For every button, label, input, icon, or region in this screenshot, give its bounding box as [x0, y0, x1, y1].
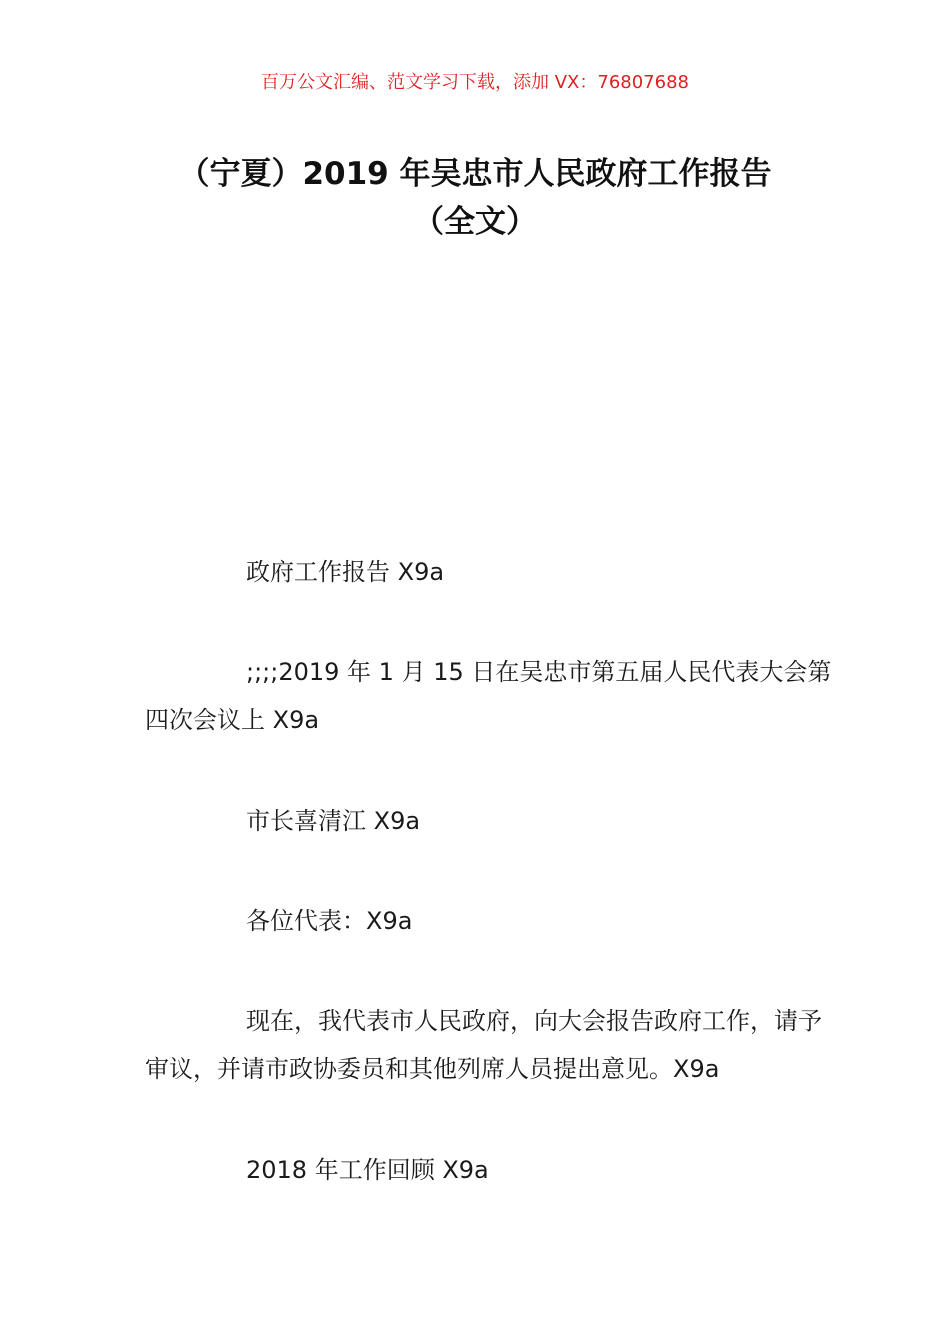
title-line-1: （宁夏）2019 年吴忠市人民政府工作报告: [178, 156, 772, 192]
document-title: [100, 150, 850, 246]
paragraph-mayor: 市长喜清江 X9a: [246, 807, 421, 835]
paragraph-report-label: 政府工作报告 X9a: [246, 558, 445, 586]
paragraph-section-heading: 2018 年工作回顾 X9a: [246, 1156, 489, 1184]
title-line-2: （全文）: [413, 204, 537, 240]
paragraph-opening: 现在，我代表市人民政府，向大会报告政府工作，请予审议，并请市政协委员和其他列席人员提出意见。X9a: [145, 1007, 822, 1083]
header-watermark-note: 百万公文汇编、范文学习下载，添加 VX：76807688: [261, 72, 689, 93]
paragraph-meeting-date: ;;;;2019 年 1 月 15 日在吴忠市第五届人民代表大会第四次会议上 X9a: [145, 658, 832, 734]
paragraph-salutation: 各位代表：X9a: [246, 907, 413, 935]
